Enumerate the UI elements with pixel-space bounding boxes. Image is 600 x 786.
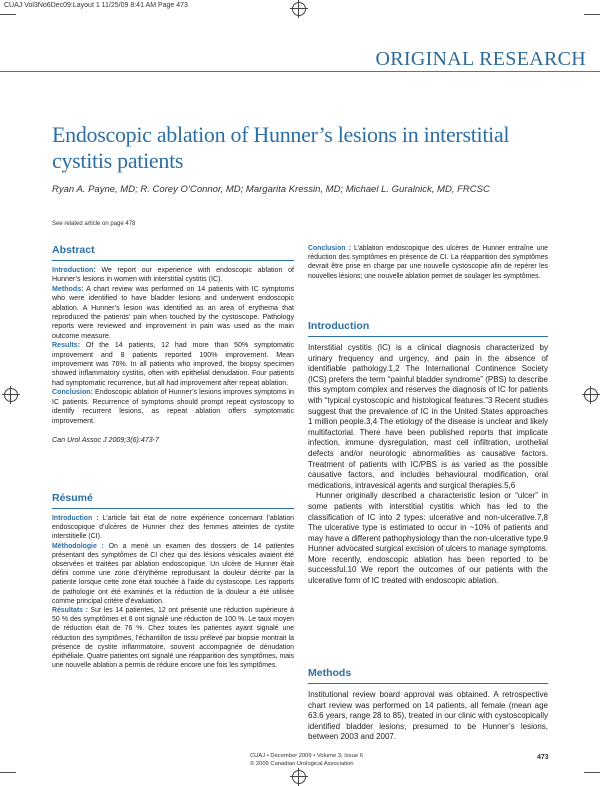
crop-mark-top-right <box>584 14 600 15</box>
crop-mark-bottom-right <box>584 772 600 773</box>
registration-mark-top <box>292 2 306 16</box>
author-list: Ryan A. Payne, MD; R. Corey O’Connor, MD; Margarita Kressin, MD; Michael L. Guralnick, MD, FRCSC <box>52 184 490 195</box>
registration-mark-right <box>584 388 598 402</box>
abstract-heading: Abstract <box>52 244 95 256</box>
article-title: Endoscopic ablation of Hunner’s lesions in interstitial cystitis patients <box>52 122 510 173</box>
introduction-paragraph-2: Hunner originally described a characteristic lesion or “ulcer” in some patients with interstitial cystitis which has led to the classification of IC into 2 types: ulcerative and non-ulcerative.7,8 The ulcerative type is estimated to occur in ~10% of patients and may have a different pathophysiology than the non-ulcerative type.9 Hunner advocated surgical excision of ulcers to manage symptoms. More recently, endoscopic ablation has been reported to be successful.10 We report the outcomes of our patients with the ulcerative form of IC treated with endoscopic ablation. <box>308 491 549 586</box>
resume-results: Sur les 14 patientes, 12 ont présenté une réduction supérieure à 50 % des symptômes et 8 ont signalé une réduction de 100 %. Le taux moyen de réduction était de 76 %. Chez toutes les patientes ayant signalé une réduction des symptômes, l’échantillon de tissu prélevé par biopsie montrait la présence de cystite inflammatoire, souvent accompagnée de dénudation épithéliale. Quatre patientes ont signalé une réapparition des symptômes, mais une nouvelle ablation a permis de réduire encore une fois les symptômes. <box>52 607 294 670</box>
methods-rule <box>308 683 548 684</box>
footer-copyright: © 2009 Canadian Urological Association <box>250 760 354 767</box>
resume-conclusion: L’ablation endoscopique des ulcères de Hunner entraîne une réduction des symptômes en présence de CI. La réapparition des symptômes devrait être prise en charge par une nouvelle cystoscopie afin de repérer les nouvelles lésions; une nouvelle ablation permet de soulager les symptômes. <box>308 245 548 280</box>
citation: Can Urol Assoc J 2009;3(6):473-7 <box>52 435 159 444</box>
methods-body <box>308 690 548 743</box>
resume-conclusion-text <box>308 244 548 281</box>
abstract-intro-label: Introduction: <box>52 266 96 274</box>
section-label: ORIGINAL RESEARCH <box>375 48 586 70</box>
journal-footer <box>250 753 363 768</box>
resume-conclusion-label: Conclusion : <box>308 245 351 252</box>
abstract-intro: We report our experience with endoscopic ablation of Hunner’s lesions in women with interstitial cystitis (IC). <box>52 266 294 284</box>
registration-mark-bottom <box>292 770 306 784</box>
introduction-paragraph-1: Interstitial cystitis (IC) is a clinical diagnosis characterized by urinary frequency and urgency, and pain in the absence of identifiable pathology.1,2 The International Continence Society (ICS) prefers the term “painful bladder syndrome” (PBS) to describe this symptom complex and reserves the diagnosis of IC for patients with “typical cystoscopic and histological features.”3 Recent studies suggest that the prevalence of IC in the United States approaches 1 million people.3,4 The etiology of the disease is unclear and likely multifactorial. There have been published reports that implicate infection, immune dysregulation, mast cell infiltration, urothelial defects and/or neurologic abnormalities as causative factors. Treatment of patients with IC/PBS is as varied as the possible causative factors, and includes behavioural modification, oral medications, intravesical agents and surgical therapies.5,6 <box>308 343 548 490</box>
resume-methods-label: Méthodologie : <box>52 542 104 550</box>
resume-methods: On a mené un examen des dossiers de 14 patientes présentant des symptômes de CI chez qui des lésions vésicales avaient été observées et traitées par ablation endoscopique. Un ulcère de Hunner était défini comme une zone d’érythème reproduisant la douleur décrite par la patiente lorsque cette zone était touchée à l’aide du cystoscope. Les rapports de pathologie ont été examinés et la réduction de la douleur a été utilisée comme principal critère d’évaluation. <box>52 542 294 605</box>
abstract-text <box>52 266 294 445</box>
footer-issue: CUAJ • December 2009 • Volume 3, Issue 6 <box>250 753 363 759</box>
abstract-conclusion: Endoscopic ablation of Hunner’s lesions improves symptoms in IC patients. Recurrence of symptoms should prompt repeat cystoscopy to identify recurrent lesions, as repeat ablation offers symptomatic improvement. <box>52 388 294 425</box>
print-slug: CUAJ Vol3No6Dec09:Layout 1 11/25/09 8:41 AM Page 473 <box>4 2 188 9</box>
abstract-results-label: Results: <box>52 341 80 350</box>
resume-results-label: Résultats : <box>52 607 88 615</box>
abstract-methods-label: Methods: <box>52 284 84 293</box>
resume-rule <box>52 508 294 509</box>
introduction-body <box>308 343 548 587</box>
page-number: 473 <box>537 754 549 761</box>
abstract-conclusion-label: Conclusion: <box>52 388 93 397</box>
resume-intro: L’article fait état de notre expérience concernant l’ablation endoscopique d’ulcères de Hunner chez des femmes atteintes de cystite interstitielle (CI). <box>52 515 294 541</box>
crop-mark-top-left <box>0 14 16 15</box>
crop-mark-bottom-left <box>0 772 16 773</box>
resume-heading: Résumé <box>52 492 93 504</box>
methods-heading: Methods <box>308 667 352 679</box>
introduction-rule <box>308 336 548 337</box>
resume-text <box>52 514 294 670</box>
abstract-rule <box>52 260 294 261</box>
resume-intro-label: Introduction : <box>52 515 99 522</box>
registration-mark-left <box>4 388 18 402</box>
related-article-note: See related article on page 478 <box>52 221 136 227</box>
abstract-results: Of the 14 patients, 12 had more than 50% symptomatic improvement and 8 patients reported 100% improvement. Mean improvement was 76%. In all patients who improved, the biopsy specimen showed inflammatory cystitis, often with epithelial denudation. Four patients had symptomatic recurrence, but all had improvement after repeat ablation. <box>52 341 294 387</box>
introduction-heading: Introduction <box>308 320 370 332</box>
abstract-methods: A chart review was performed on 14 patients with IC symptoms who were identified to have bladder lesions and underwent endoscopic ablation. A Hunner’s lesion was identified as an area of erythema that reproduced the patients’ pain when touched by the cystoscope. Pathology reports were reviewed and improvement in pain was used as the main outcome measure. <box>52 284 294 340</box>
methods-paragraph-1: Institutional review board approval was obtained. A retrospective chart review was performed on 14 patients, all female (mean age 63.6 years, range 28 to 85), treated in our clinic with cystoscopically identified bladder lesions, presumed to be Hunner’s lesions, between 2003 and 2007. <box>308 690 548 742</box>
